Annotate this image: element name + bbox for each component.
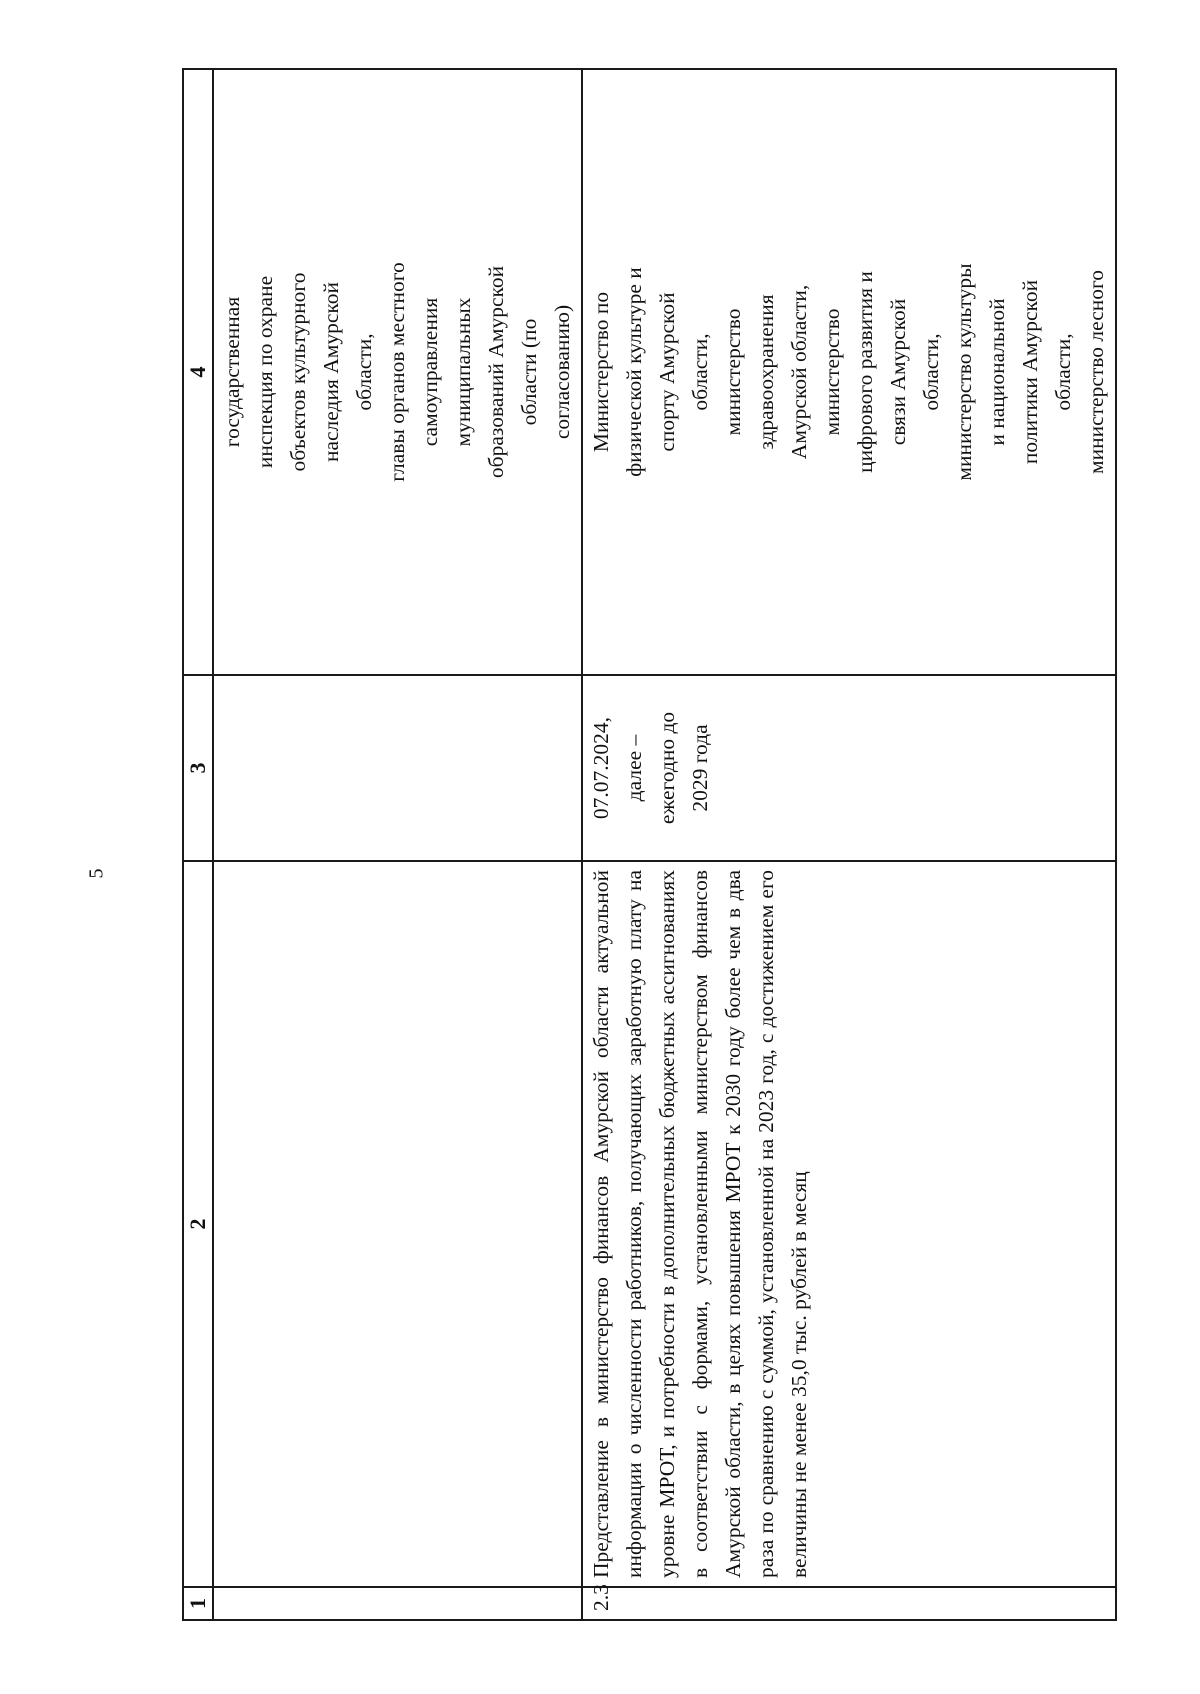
cell-text-line: Министерство по (589, 291, 613, 453)
cell-text-line: связи Амурской (886, 298, 910, 446)
responsible-cell (213, 69, 582, 675)
cell-text-line: самоуправления (418, 297, 442, 447)
cell-text-line: цифрового развития и (853, 271, 877, 473)
cell-text-line: Амурской области, (787, 284, 811, 460)
cell-text-line: области (по (517, 318, 541, 426)
deadline-cell (213, 675, 582, 861)
table-row (213, 69, 582, 1620)
cell-text-line: физической культуре и (622, 267, 646, 477)
column-header-4: 4 (183, 69, 213, 675)
cell-text-line: здравоохранения (754, 294, 778, 450)
table-header-row (183, 69, 213, 1620)
measure-description-cell: Представление в министерство финансов Амурской области актуальной информации о численности работников, получающих заработную плату на уровне МРОТ, и потребности в дополнительных бюджетных ассигнованиях в соответствии с формами, установленными министерством финансов Амурской области, в целях повышения МРОТ к 2030 году более чем в два раза по сравнению с суммой, установленной на 2023 год, с достижением его величины не менее 35,0 тыс. рублей в месяц (582, 861, 1116, 1587)
cell-text-line: области, (1051, 333, 1075, 411)
row-number-cell: 2.3 (582, 1587, 1116, 1620)
cell-text-line: государственная (220, 296, 244, 448)
cell-text-line: согласованию) (550, 304, 574, 440)
cell-text-line: министерство (721, 308, 745, 436)
cell-text-line: образований Амурской (484, 265, 508, 479)
rotated-page-content (182, 70, 1108, 1621)
cell-text-line: министерство лесного (1084, 269, 1108, 475)
cell-text-line: области, (919, 333, 943, 411)
cell-text-line: наследия Амурской (319, 281, 343, 463)
responsible-cell (582, 69, 1116, 675)
measure-description-cell (213, 861, 582, 1587)
page-number: 5 (85, 868, 108, 879)
cell-text-line: спорту Амурской (655, 292, 679, 452)
column-header-3: 3 (183, 675, 213, 861)
row-number-cell (213, 1587, 582, 1620)
cell-text-line: области, (688, 333, 712, 411)
cell-text-line: объектов культурного (286, 272, 310, 472)
column-header-1: 1 (183, 1587, 213, 1620)
cell-text-line: области, (352, 333, 376, 411)
cell-text-line: инспекция по охране (253, 275, 277, 469)
cell-text-line: муниципальных (451, 297, 475, 447)
cell-text-line: 2029 года (688, 724, 712, 812)
measures-table (182, 68, 1117, 1621)
cell-text-line: ежегодно до (655, 711, 679, 825)
cell-text-line: далее – (622, 734, 646, 802)
cell-text-line: министерство культуры (952, 263, 976, 481)
cell-text-line: главы органов местного (385, 262, 409, 482)
table-row (582, 69, 1116, 1620)
cell-text-line: и национальной (985, 298, 1009, 446)
cell-text-line: министерство (820, 308, 844, 436)
deadline-cell (582, 675, 1116, 861)
cell-text-line: 07.07.2024, (589, 716, 613, 820)
cell-text-line: политики Амурской (1018, 279, 1042, 465)
column-header-2: 2 (183, 861, 213, 1587)
